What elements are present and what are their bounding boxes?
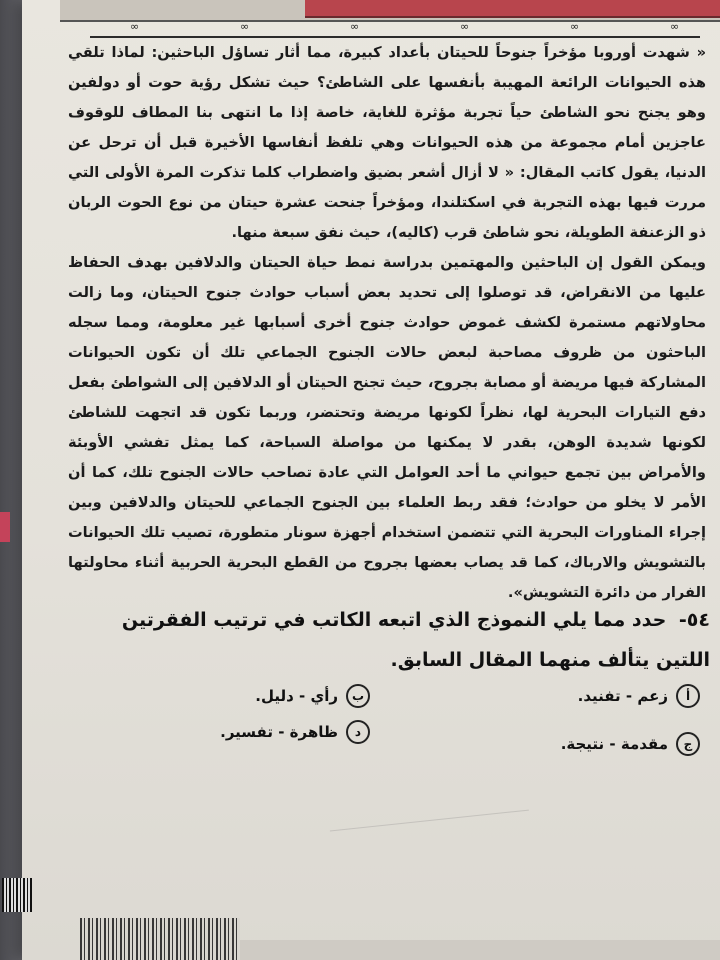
option-c-text: مقدمة - نتيجة. [560, 735, 668, 753]
option-b-text: رأي - دليل. [255, 687, 338, 705]
page-edge-tab [0, 512, 10, 542]
ornament-glyph: ∞ [240, 20, 250, 33]
article-paragraph-1: « شهدت أوروبا مؤخراً جنوحاً للحيتان بأعداد كبيرة، مما أثار تساؤل الباحثين: لماذا تلقي هذه الحيوانات الرائعة المهيبة بأنفسها على الشاطئ؟ حيث تشكل رؤية حوت أو دولفين وهو يجنح نحو الشاطئ حياً تجربة مؤثرة للغاية، خاصة إذا ما انتهى بنا المطاف للوقوف عاجزين أمام مجموعة من هذه الحيوانات وهي تلفظ أنفاسها الأخيرة قبل أن ترحل عن الدنيا، يقول كاتب المقال: « لا أزال أشعر بضيق واضطراب كلما تذكرت المرة الأولى التي مررت فيها بهذه التجربة في اسكتلندا، ومؤخراً جنحت عشرة حيتان من نوع الحوت الربان ذو الزعنفة الطويلة، نحو شاطئ قرب (كاليه)، حيث نفق سبعة منها. [68, 44, 706, 241]
ornament-glyph: ∞ [350, 20, 360, 33]
barcode-left [2, 878, 32, 912]
answer-options [120, 684, 700, 764]
option-a-text: زعم - تفنيد. [577, 687, 668, 705]
article-text [68, 38, 706, 608]
article-paragraph-2: ويمكن القول إن الباحثين والمهتمين بدراسة نمط حياة الحيتان والدلافين بهدف الحفاظ عليها من الانقراض، قد توصلوا إلى تحديد بعض أسباب حوادث جنوح الحيتان، وما زالت محاولاتهم مستمرة لكشف غموض حوادث جنوح أخرى أسبابها غير معلومة، ومما سجله الباحثون من ظروف مصاحبة لبعض حالات الجنوح الجماعي تلك أن تكون الحيوانات المشاركة فيها مريضة أو مصابة بجروح، حيث تجنح الحيتان أو الدلافين إلى الشواطئ بفعل دفع التيارات البحرية لها، نظراً لكونها مريضة وتحتضر، وربما تكون قد اتجهت للشاطئ لكونها شديدة الوهن، بقدر لا يمكنها من مواصلة السباحة، كما يمثل تفشي الأوبئة والأمراض بين تجمع حيواني ما أحد العوامل التي عادة تصاحب حالات الجنوح تلك، كما أن الأمر لا يخلو من حوادث؛ فقد ربط العلماء بين الجنوح الجماعي للحيتان والدلافين وبين إجراء المناورات البحرية التي تتضمن استخدام أجهزة سونار متطورة، تصيب تلك الحيوانات بالتشويش والارباك، كما قد يصاب بعضها بجروح من القطع البحرية الحربية أثناء محاولتها الفرار من دائرة التشويش». [68, 254, 706, 601]
option-d-text: ظاهرة - تفسير. [220, 723, 338, 741]
ornament-glyph: ∞ [460, 20, 470, 33]
ornament-glyph: ∞ [130, 20, 140, 33]
decorative-ornament-line [90, 20, 700, 38]
question-number: ٥٤- [678, 609, 710, 631]
option-d-letter: د [346, 720, 370, 744]
top-banner [60, 0, 720, 22]
option-b-letter: ب [346, 684, 370, 708]
question-text: حدد مما يلي النموذج الذي اتبعه الكاتب في ترتيب الفقرتين اللتين يتألف منهما المقال السابق. [121, 609, 710, 671]
option-c-letter: ج [676, 732, 700, 756]
option-b[interactable] [255, 684, 370, 708]
top-banner-red-band [305, 0, 720, 18]
option-a-letter: أ [676, 684, 700, 708]
option-a[interactable] [578, 684, 700, 708]
ornament-glyph: ∞ [570, 20, 580, 33]
ornament-glyph: ∞ [670, 20, 680, 33]
question-54 [68, 600, 710, 680]
footer-strip [240, 940, 720, 960]
option-d[interactable] [220, 720, 370, 744]
barcode-bottom [80, 918, 240, 960]
option-c[interactable] [561, 732, 700, 756]
